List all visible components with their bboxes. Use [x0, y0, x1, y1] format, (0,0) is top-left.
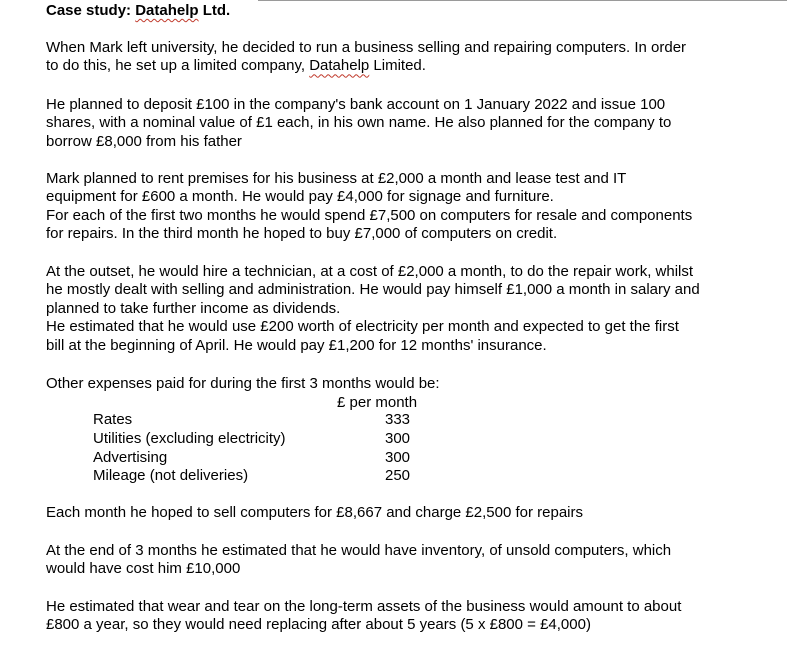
- intro-company-name: Datahelp: [309, 57, 370, 75]
- inventory-paragraph: [46, 542, 766, 579]
- staffing-line: bill at the beginning of April. He would pay £1,200 for 12 months' insurance.: [46, 336, 547, 354]
- intro-line: [46, 57, 766, 75]
- expense-label: Utilities (excluding electricity): [93, 430, 286, 447]
- premises-line: For each of the first two months he would spend £7,500 on computers for resale and components: [46, 206, 693, 224]
- expense-row: [93, 411, 423, 429]
- staffing-line: At the outset, he would hire a technician, at a cost of £2,000 a month, to do the repair work, whilst: [46, 263, 694, 280]
- top-divider: [258, 0, 787, 1]
- inventory-line: At the end of 3 months he estimated that he would have inventory, of unsold computers, which: [46, 542, 672, 559]
- staffing-line: planned to take further income as dividends.: [46, 299, 341, 317]
- depreciation-line: He estimated that wear and tear on the long-term assets of the business would amount to about: [46, 598, 682, 615]
- title-company-name: Datahelp: [135, 2, 199, 19]
- expense-label: Rates: [93, 411, 133, 428]
- expense-value: 250: [385, 467, 411, 484]
- premises-line: Mark planned to rent premises for his business at £2,000 a month and lease test and IT: [46, 170, 627, 187]
- staffing-line: he mostly dealt with selling and administration. He would pay himself £1,000 a month in salary and: [46, 281, 700, 299]
- intro-line2-suffix: Limited.: [369, 57, 426, 75]
- expense-value: 300: [385, 430, 411, 447]
- funding-line: shares, with a nominal value of £1 each, in his own name. He also planned for the company to: [46, 114, 672, 132]
- units-header: £ per month: [337, 394, 418, 411]
- intro-line2-prefix: to do this, he set up a limited company,: [46, 57, 310, 75]
- expense-row: [93, 449, 423, 467]
- staffing-paragraph: [46, 263, 766, 355]
- depreciation-line: £800 a year, so they would need replacing after about 5 years (5 x £800 = £4,000): [46, 616, 591, 634]
- expense-label: Advertising: [93, 449, 168, 466]
- sales-paragraph: Each month he hoped to sell computers for £8,667 and charge £2,500 for repairs: [46, 504, 584, 521]
- title-prefix: Case study:: [46, 2, 136, 19]
- inventory-line: would have cost him £10,000: [46, 560, 241, 578]
- funding-line: He planned to deposit £100 in the company's bank account on 1 January 2022 and issue 100: [46, 96, 666, 113]
- other-expenses-intro: Other expenses paid for during the first 3 months would be:: [46, 375, 440, 392]
- premises-paragraph: [46, 170, 766, 244]
- expense-row: [93, 467, 423, 485]
- staffing-line: He estimated that he would use £200 worth of electricity per month and expected to get the first: [46, 318, 679, 336]
- funding-line: borrow £8,000 from his father: [46, 132, 242, 150]
- case-study-title: [46, 2, 230, 20]
- title-suffix: Ltd.: [198, 2, 231, 19]
- expense-row: [93, 430, 423, 448]
- premises-line: equipment for £600 a month. He would pay £4,000 for signage and furniture.: [46, 188, 554, 206]
- intro-paragraph: [46, 39, 766, 76]
- expense-label: Mileage (not deliveries): [93, 467, 249, 484]
- depreciation-paragraph: [46, 598, 766, 635]
- premises-line: for repairs. In the third month he hoped to buy £7,000 of computers on credit.: [46, 225, 558, 243]
- funding-paragraph: [46, 96, 766, 151]
- expense-value: 333: [385, 411, 411, 428]
- intro-line: When Mark left university, he decided to run a business selling and repairing computers. In order: [46, 39, 687, 56]
- expense-value: 300: [385, 449, 411, 466]
